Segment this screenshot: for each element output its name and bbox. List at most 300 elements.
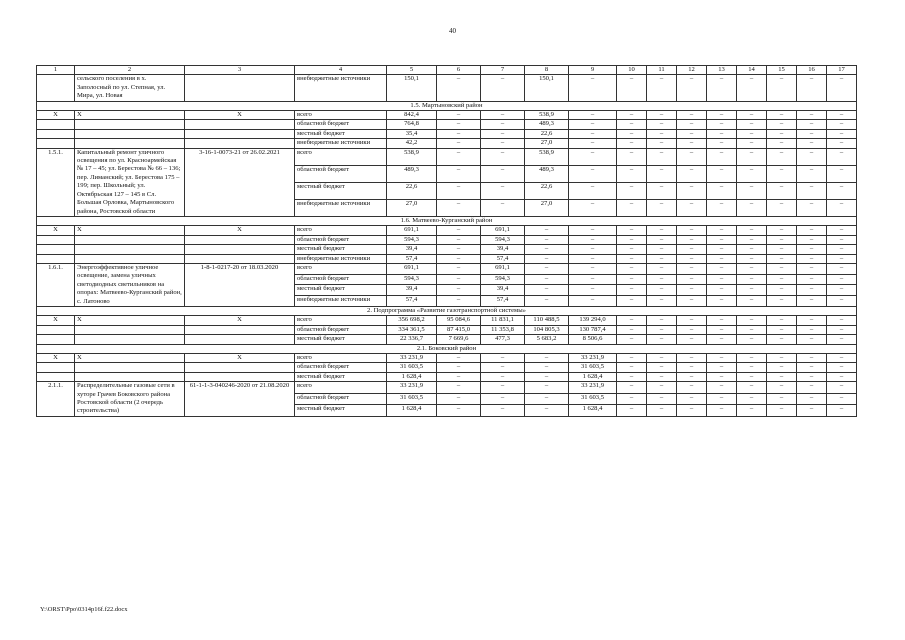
value-cell: – <box>797 316 827 325</box>
value-cell: – <box>797 254 827 263</box>
value-cell: 1 628,4 <box>387 405 437 417</box>
value-cell: – <box>569 165 617 182</box>
funding-source: внебюджетные источники <box>295 254 387 263</box>
value-cell: – <box>677 199 707 216</box>
value-cell: – <box>677 382 707 394</box>
value-cell: – <box>827 363 857 372</box>
value-cell: – <box>797 199 827 216</box>
value-cell: – <box>437 182 481 199</box>
value-cell: – <box>707 325 737 334</box>
value-cell: – <box>827 254 857 263</box>
value-cell: – <box>481 354 525 363</box>
table-row <box>37 226 857 235</box>
value-cell: – <box>525 254 569 263</box>
value-cell: 150,1 <box>525 75 569 101</box>
value-cell: – <box>569 285 617 296</box>
column-header: 12 <box>677 66 707 75</box>
item-document: Х <box>185 111 295 120</box>
value-cell: – <box>617 235 647 244</box>
item-document <box>185 120 295 129</box>
value-cell: – <box>677 165 707 182</box>
value-cell: – <box>617 382 647 394</box>
value-cell: 7 669,6 <box>437 335 481 344</box>
value-cell: – <box>797 182 827 199</box>
value-cell: – <box>617 335 647 344</box>
value-cell: – <box>707 296 737 307</box>
value-cell: 764,8 <box>387 120 437 129</box>
value-cell: – <box>481 120 525 129</box>
value-cell: – <box>481 382 525 394</box>
value-cell: – <box>767 120 797 129</box>
value-cell: – <box>617 274 647 285</box>
value-cell: – <box>677 354 707 363</box>
funding-source: областной бюджет <box>295 325 387 334</box>
value-cell: 594,3 <box>481 235 525 244</box>
value-cell: – <box>737 263 767 274</box>
value-cell: 594,3 <box>387 274 437 285</box>
value-cell: – <box>827 354 857 363</box>
column-header: 14 <box>737 66 767 75</box>
value-cell: – <box>707 354 737 363</box>
value-cell: – <box>707 254 737 263</box>
item-document: Х <box>185 226 295 235</box>
item-name: Энергоэффективное уличное освещение, замена уличных светодиодных светильников на опорах: Матвеево-Курганский район, с. Латоново <box>75 263 185 306</box>
section-row <box>37 306 857 315</box>
column-header: 8 <box>525 66 569 75</box>
value-cell: 39,4 <box>481 285 525 296</box>
column-header: 4 <box>295 66 387 75</box>
value-cell: – <box>437 274 481 285</box>
value-cell: – <box>525 263 569 274</box>
value-cell: – <box>481 111 525 120</box>
value-cell: – <box>707 372 737 381</box>
value-cell: 334 361,5 <box>387 325 437 334</box>
value-cell: – <box>827 199 857 216</box>
value-cell: – <box>737 182 767 199</box>
value-cell: – <box>827 316 857 325</box>
funding-source: всего <box>295 354 387 363</box>
value-cell: – <box>525 372 569 381</box>
item-document: 3-16-1-0073-21 от 26.02.2021 <box>185 148 295 216</box>
funding-source: всего <box>295 111 387 120</box>
value-cell: – <box>737 199 767 216</box>
column-header: 3 <box>185 66 295 75</box>
item-number <box>37 139 75 148</box>
value-cell: – <box>707 165 737 182</box>
value-cell: – <box>647 382 677 394</box>
value-cell: – <box>617 285 647 296</box>
value-cell: – <box>707 139 737 148</box>
value-cell: – <box>827 75 857 101</box>
item-name <box>75 245 185 254</box>
item-document: 1-8-1-0217-20 от 18.03.2020 <box>185 263 295 306</box>
value-cell: – <box>767 274 797 285</box>
funding-source: местный бюджет <box>295 245 387 254</box>
value-cell: – <box>569 182 617 199</box>
value-cell: 22,6 <box>387 182 437 199</box>
value-cell: – <box>827 226 857 235</box>
value-cell: – <box>767 405 797 417</box>
value-cell: – <box>525 393 569 405</box>
value-cell: – <box>677 148 707 165</box>
table-row <box>37 382 857 394</box>
item-name: Капитальный ремонт уличного освещения по ул. Красноармейская № 17 – 45; ул. Берестова № 66 – 136; пер. Лиманский; ул. Берестова 175 – 199; пер. Школьный; ул. Октябрьская 127 – 145 в Сл. Большая Орловка, Мартыновского района, Ростовской области <box>75 148 185 216</box>
value-cell: – <box>617 182 647 199</box>
value-cell: – <box>827 325 857 334</box>
value-cell: – <box>437 382 481 394</box>
value-cell: – <box>677 75 707 101</box>
funding-source: областной бюджет <box>295 235 387 244</box>
value-cell: – <box>525 226 569 235</box>
value-cell: – <box>525 274 569 285</box>
item-document <box>185 335 295 344</box>
item-document: Х <box>185 316 295 325</box>
value-cell: – <box>737 148 767 165</box>
item-name <box>75 372 185 381</box>
value-cell: 5 683,2 <box>525 335 569 344</box>
value-cell: – <box>737 75 767 101</box>
funding-source: областной бюджет <box>295 120 387 129</box>
value-cell: – <box>569 111 617 120</box>
value-cell: – <box>677 254 707 263</box>
table-row <box>37 263 857 274</box>
table-row <box>37 254 857 263</box>
value-cell: – <box>797 75 827 101</box>
value-cell: – <box>617 325 647 334</box>
value-cell: – <box>437 405 481 417</box>
value-cell: – <box>677 263 707 274</box>
funding-source: внебюджетные источники <box>295 296 387 307</box>
value-cell: 489,3 <box>525 120 569 129</box>
value-cell: – <box>767 335 797 344</box>
value-cell: – <box>707 226 737 235</box>
funding-source: внебюджетные источники <box>295 199 387 216</box>
funding-source: местный бюджет <box>295 182 387 199</box>
value-cell: 538,9 <box>525 148 569 165</box>
value-cell: – <box>481 372 525 381</box>
value-cell: 33 231,9 <box>387 382 437 394</box>
value-cell: 11 353,8 <box>481 325 525 334</box>
value-cell: – <box>647 235 677 244</box>
value-cell: – <box>707 120 737 129</box>
item-name: сельского поселения в х. Заполосный по ул. Степная, ул. Мира, ул. Новая <box>75 75 185 101</box>
item-document <box>185 325 295 334</box>
value-cell: – <box>647 274 677 285</box>
value-cell: – <box>797 405 827 417</box>
value-cell: – <box>617 75 647 101</box>
value-cell: 691,1 <box>387 226 437 235</box>
value-cell: – <box>569 245 617 254</box>
value-cell: – <box>737 129 767 138</box>
value-cell: 130 787,4 <box>569 325 617 334</box>
table-row <box>37 129 857 138</box>
value-cell: 31 603,5 <box>387 363 437 372</box>
value-cell: – <box>647 285 677 296</box>
value-cell: 538,9 <box>387 148 437 165</box>
value-cell: – <box>569 254 617 263</box>
value-cell: – <box>707 335 737 344</box>
value-cell: – <box>617 245 647 254</box>
value-cell: – <box>707 285 737 296</box>
value-cell: – <box>437 165 481 182</box>
budget-table <box>36 65 857 417</box>
value-cell: – <box>797 139 827 148</box>
value-cell: – <box>707 129 737 138</box>
item-number <box>37 335 75 344</box>
value-cell: – <box>827 274 857 285</box>
value-cell: – <box>767 235 797 244</box>
value-cell: – <box>525 245 569 254</box>
item-number <box>37 75 75 101</box>
value-cell: 57,4 <box>387 296 437 307</box>
value-cell: – <box>569 120 617 129</box>
value-cell: – <box>797 226 827 235</box>
section-title: 2.1. Боковский район <box>37 344 857 353</box>
value-cell: – <box>647 226 677 235</box>
value-cell: – <box>707 382 737 394</box>
value-cell: – <box>525 363 569 372</box>
value-cell: – <box>707 316 737 325</box>
value-cell: – <box>647 335 677 344</box>
value-cell: – <box>767 382 797 394</box>
value-cell: – <box>677 226 707 235</box>
value-cell: – <box>827 182 857 199</box>
funding-source: областной бюджет <box>295 393 387 405</box>
table-row <box>37 325 857 334</box>
value-cell: – <box>827 165 857 182</box>
value-cell: – <box>617 226 647 235</box>
section-title: 1.6. Матвеево-Курганский район <box>37 216 857 225</box>
table-row <box>37 316 857 325</box>
section-title: 2. Подпрограмма «Развитие газотранспортной системы» <box>37 306 857 315</box>
value-cell: – <box>707 235 737 244</box>
value-cell: – <box>647 245 677 254</box>
value-cell: – <box>737 165 767 182</box>
value-cell: – <box>797 111 827 120</box>
value-cell: – <box>677 235 707 244</box>
footer-filepath: Y:\ORST\Ppo\0314p16f.f22.docx <box>40 606 128 613</box>
value-cell: – <box>569 75 617 101</box>
page-number: 40 <box>449 27 456 35</box>
value-cell: – <box>827 245 857 254</box>
item-name: Х <box>75 226 185 235</box>
value-cell: – <box>707 75 737 101</box>
value-cell: – <box>737 335 767 344</box>
value-cell: 489,3 <box>387 165 437 182</box>
item-document <box>185 245 295 254</box>
value-cell: – <box>617 199 647 216</box>
funding-source: всего <box>295 148 387 165</box>
value-cell: – <box>737 325 767 334</box>
value-cell: – <box>677 325 707 334</box>
header-row <box>37 66 857 75</box>
value-cell: – <box>797 335 827 344</box>
item-name <box>75 254 185 263</box>
value-cell: – <box>797 148 827 165</box>
column-header: 13 <box>707 66 737 75</box>
item-name: Распределительные газовые сети в хуторе Грачев Боковского района Ростовской области (2 очередь строительства) <box>75 382 185 417</box>
value-cell: – <box>647 165 677 182</box>
value-cell: – <box>647 75 677 101</box>
value-cell: – <box>647 325 677 334</box>
value-cell: 489,3 <box>525 165 569 182</box>
funding-source: местный бюджет <box>295 285 387 296</box>
column-header: 9 <box>569 66 617 75</box>
value-cell: – <box>797 165 827 182</box>
value-cell: – <box>437 296 481 307</box>
value-cell: 691,1 <box>481 263 525 274</box>
value-cell: – <box>647 263 677 274</box>
value-cell: 57,4 <box>387 254 437 263</box>
section-row <box>37 101 857 110</box>
value-cell: – <box>481 129 525 138</box>
value-cell: 8 506,6 <box>569 335 617 344</box>
item-name <box>75 235 185 244</box>
value-cell: – <box>647 296 677 307</box>
item-name <box>75 120 185 129</box>
item-number <box>37 245 75 254</box>
column-header: 15 <box>767 66 797 75</box>
value-cell: 691,1 <box>387 263 437 274</box>
table-row <box>37 354 857 363</box>
item-number: Х <box>37 316 75 325</box>
value-cell: – <box>617 165 647 182</box>
value-cell: 477,3 <box>481 335 525 344</box>
value-cell: – <box>707 363 737 372</box>
value-cell: – <box>677 393 707 405</box>
value-cell: – <box>737 254 767 263</box>
value-cell: – <box>767 316 797 325</box>
item-number: Х <box>37 226 75 235</box>
item-name <box>75 139 185 148</box>
value-cell: – <box>647 120 677 129</box>
item-number: 1.5.1. <box>37 148 75 216</box>
value-cell: 139 294,0 <box>569 316 617 325</box>
value-cell: – <box>647 199 677 216</box>
column-header: 17 <box>827 66 857 75</box>
item-name <box>75 129 185 138</box>
value-cell: – <box>737 235 767 244</box>
value-cell: 594,3 <box>481 274 525 285</box>
column-header: 11 <box>647 66 677 75</box>
item-number: 2.1.1. <box>37 382 75 417</box>
value-cell: – <box>767 245 797 254</box>
value-cell: – <box>481 148 525 165</box>
item-number <box>37 235 75 244</box>
column-header: 6 <box>437 66 481 75</box>
value-cell: – <box>437 354 481 363</box>
value-cell: – <box>677 129 707 138</box>
value-cell: – <box>767 325 797 334</box>
value-cell: – <box>617 263 647 274</box>
value-cell: – <box>677 120 707 129</box>
funding-source: областной бюджет <box>295 165 387 182</box>
value-cell: 150,1 <box>387 75 437 101</box>
value-cell: – <box>767 111 797 120</box>
value-cell: – <box>677 316 707 325</box>
table-row <box>37 139 857 148</box>
value-cell: – <box>827 335 857 344</box>
value-cell: – <box>827 129 857 138</box>
value-cell: – <box>827 372 857 381</box>
value-cell: – <box>617 354 647 363</box>
value-cell: – <box>647 129 677 138</box>
value-cell: – <box>827 111 857 120</box>
value-cell: 538,9 <box>525 111 569 120</box>
column-header: 7 <box>481 66 525 75</box>
item-name: Х <box>75 354 185 363</box>
section-row <box>37 216 857 225</box>
value-cell: – <box>437 235 481 244</box>
value-cell: 110 488,5 <box>525 316 569 325</box>
value-cell: – <box>737 354 767 363</box>
value-cell: – <box>827 285 857 296</box>
value-cell: – <box>767 75 797 101</box>
value-cell: – <box>707 263 737 274</box>
item-number: Х <box>37 111 75 120</box>
value-cell: – <box>797 363 827 372</box>
table-row <box>37 111 857 120</box>
value-cell: – <box>797 274 827 285</box>
value-cell: – <box>617 316 647 325</box>
value-cell: – <box>437 111 481 120</box>
value-cell: – <box>737 296 767 307</box>
value-cell: – <box>481 182 525 199</box>
value-cell: 33 231,9 <box>569 382 617 394</box>
value-cell: – <box>797 120 827 129</box>
value-cell: – <box>569 148 617 165</box>
value-cell: – <box>617 129 647 138</box>
value-cell: 1 628,4 <box>569 372 617 381</box>
value-cell: – <box>827 235 857 244</box>
value-cell: 31 603,5 <box>387 393 437 405</box>
value-cell: – <box>737 316 767 325</box>
value-cell: 39,4 <box>387 285 437 296</box>
value-cell: 39,4 <box>481 245 525 254</box>
value-cell: – <box>797 263 827 274</box>
value-cell: – <box>707 148 737 165</box>
value-cell: – <box>827 393 857 405</box>
value-cell: – <box>767 372 797 381</box>
value-cell: – <box>647 372 677 381</box>
item-document <box>185 235 295 244</box>
funding-source: всего <box>295 226 387 235</box>
value-cell: 22,6 <box>525 129 569 138</box>
value-cell: – <box>707 182 737 199</box>
value-cell: – <box>767 354 797 363</box>
value-cell: – <box>617 296 647 307</box>
item-name <box>75 363 185 372</box>
funding-source: всего <box>295 316 387 325</box>
value-cell: – <box>767 139 797 148</box>
table-row <box>37 245 857 254</box>
value-cell: 57,4 <box>481 254 525 263</box>
value-cell: – <box>569 235 617 244</box>
value-cell: – <box>617 148 647 165</box>
value-cell: – <box>737 139 767 148</box>
value-cell: – <box>525 354 569 363</box>
value-cell: – <box>481 363 525 372</box>
value-cell: – <box>707 199 737 216</box>
value-cell: – <box>437 254 481 263</box>
item-number <box>37 363 75 372</box>
value-cell: – <box>827 139 857 148</box>
table-row <box>37 235 857 244</box>
value-cell: – <box>437 245 481 254</box>
value-cell: 35,4 <box>387 129 437 138</box>
value-cell: – <box>437 199 481 216</box>
value-cell: – <box>797 372 827 381</box>
